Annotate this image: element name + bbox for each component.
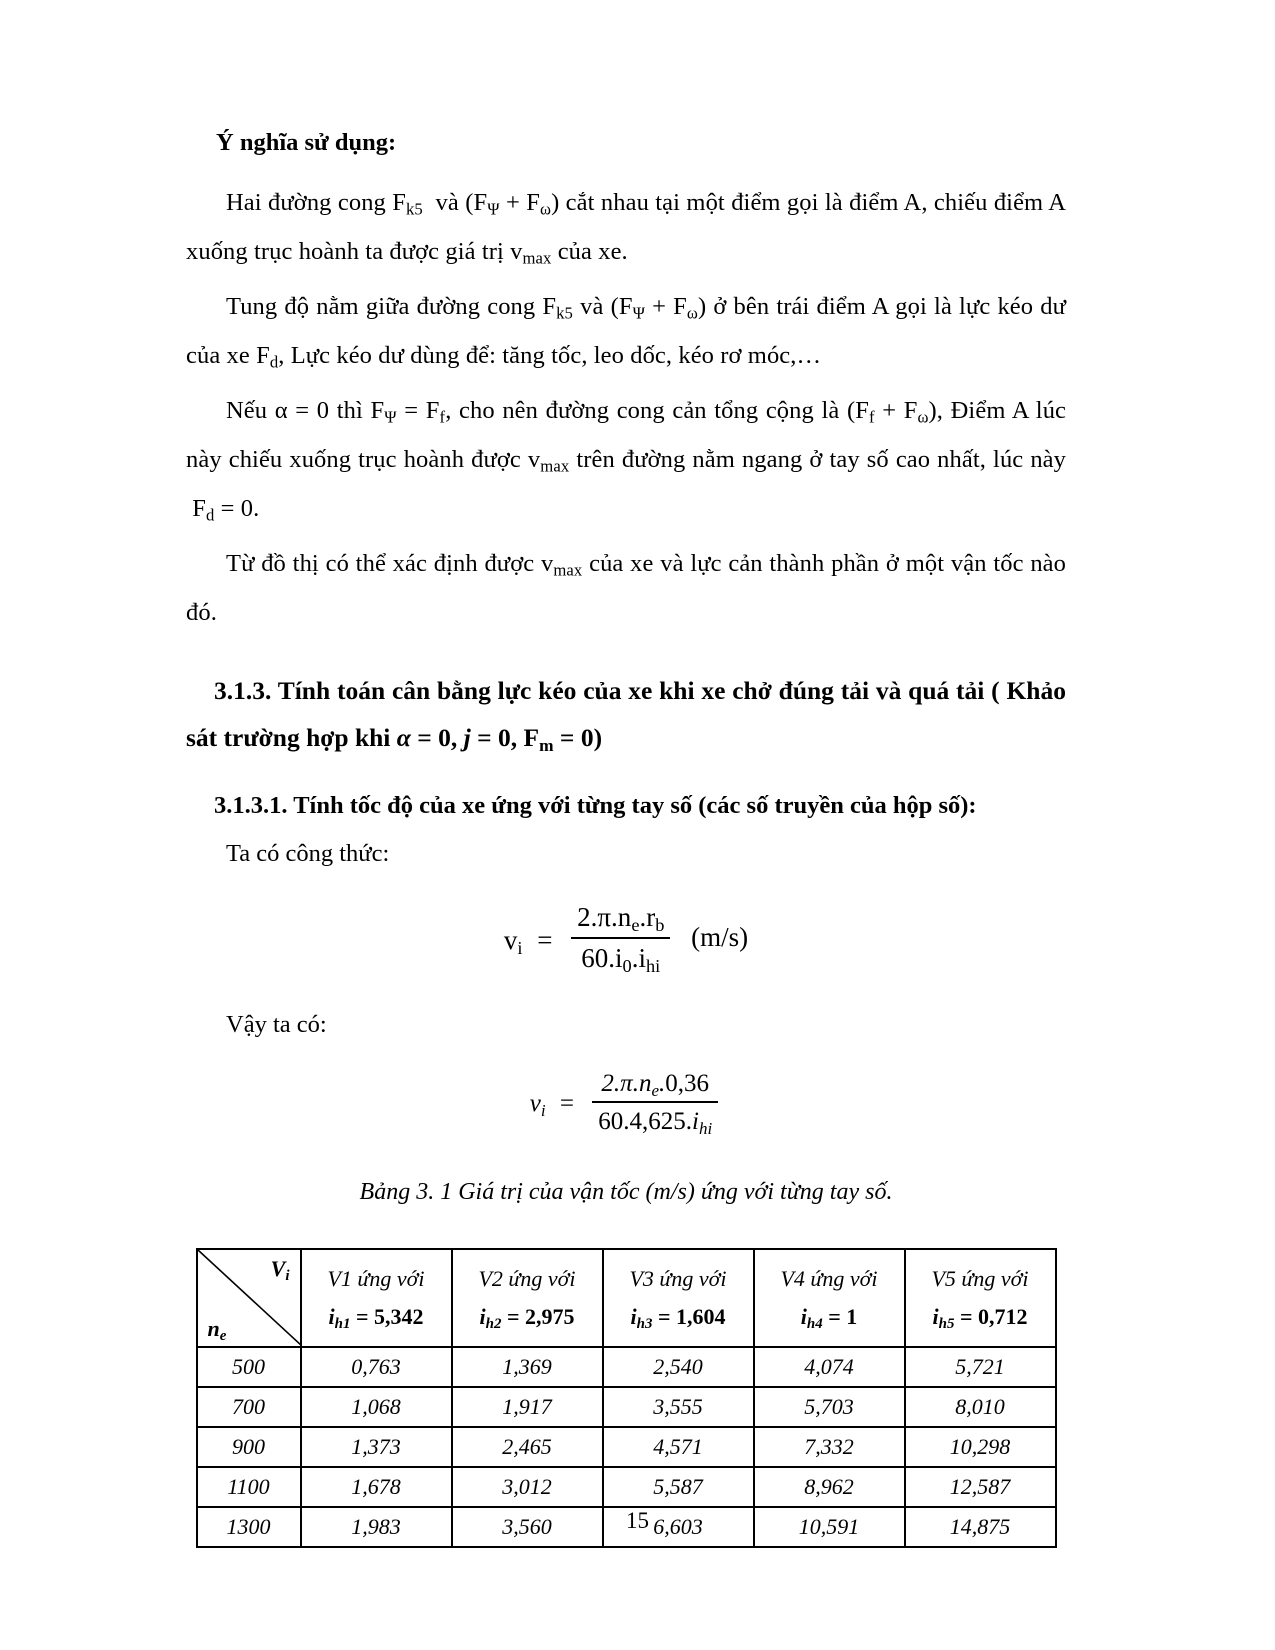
table-col-header-v3 <box>603 1249 754 1347</box>
section-number: 3.1.3. <box>214 676 272 705</box>
table-cell: 3,555 <box>603 1387 754 1427</box>
col-header-v1-ratio: $i_{h1} = 5,342$ <box>328 1304 424 1333</box>
table-col-header-v1 <box>301 1249 452 1347</box>
table-col-header-v2 <box>452 1249 603 1347</box>
table-cell: 1,068 <box>301 1387 452 1427</box>
row-header-ne: 500 <box>197 1347 301 1387</box>
table-cell: 1,369 <box>452 1347 603 1387</box>
table-cell: 5,587 <box>603 1467 754 1507</box>
formula2-equals: = <box>559 1090 574 1118</box>
table-cell: 1,373 <box>301 1427 452 1467</box>
paragraph-4: Từ đồ thị có thể xác định được $v_{max}$ của xe và lực cản thành phần ở một vận tốc nào đó. <box>186 550 1066 626</box>
table-cell: 2,540 <box>603 1347 754 1387</box>
col-header-v5-label: V5 ứng với <box>931 1266 1029 1291</box>
table-cell: 3,560 <box>452 1507 603 1547</box>
table-corner-cell <box>197 1249 301 1347</box>
row-header-ne: 700 <box>197 1387 301 1427</box>
lead-in-formula-text: Ta có công thức: <box>226 840 390 867</box>
paragraph-1: Hai đường cong $F_{k5}$ và $(F_\Psi + F_\omega)$ cắt nhau tại một điểm gọi là điểm A, chiếu điểm A xuống trục hoành ta được giá trị $v_{max}$ của xe. <box>186 189 1067 268</box>
table-cell: 12,587 <box>905 1467 1056 1507</box>
paragraph-3: Nếu α = 0 thì $F_\Psi = F_f$, cho nên đường cong cản tổng cộng là $(F_f + F_\omega)$, Điểm A lúc này chiếu xuống trục hoành được $v_{max}$ trên đường nằm ngang ở tay số cao nhất, lúc này $F_d = 0$. <box>186 397 1067 525</box>
formula-velocity-general <box>504 903 748 978</box>
section-j-symbol: j <box>463 723 471 752</box>
heading-usage: Ý nghĩa sử dụng: <box>216 129 397 156</box>
formula2-denominator: $60.4,625.i_{hi}$ <box>598 1107 713 1138</box>
page-content <box>186 120 1066 1548</box>
row-header-ne: 1100 <box>197 1467 301 1507</box>
table-col-header-v4 <box>754 1249 905 1347</box>
paragraph-2: Tung độ nằm giữa đường cong $F_{k5}$ và $(F_\Psi + F_\omega)$ ở bên trái điểm A gọi là lực kéo dư của xe $F_d$, Lực kéo dư dùng để: tăng tốc, leo dốc, kéo rơ móc,… <box>186 293 1066 372</box>
col-header-v3-ratio: $i_{h3} = 1,604$ <box>630 1304 726 1333</box>
corner-label-ne: $n_e$ <box>207 1316 227 1345</box>
formula1-unit: (m/s) <box>691 922 749 953</box>
formula1-lhs: $v_i$ <box>503 924 523 958</box>
table-cell: 10,591 <box>754 1507 905 1547</box>
formula-block-1 <box>186 903 1066 978</box>
col-header-v3-label: V3 ứng với <box>629 1266 727 1291</box>
subsection-heading-3-1-3-1 <box>186 783 1066 829</box>
table-cell: 5,721 <box>905 1347 1056 1387</box>
page-number: 15 <box>626 1508 649 1533</box>
table-cell: 3,012 <box>452 1467 603 1507</box>
section-eq1: = 0, <box>410 723 464 752</box>
table-cell: 2,465 <box>452 1427 603 1467</box>
col-header-v5-ratio: $i_{h5} = 0,712$ <box>932 1304 1028 1333</box>
formula-velocity-substituted <box>530 1070 722 1140</box>
table-cell: 7,332 <box>754 1427 905 1467</box>
corner-label-vi: $V_i$ <box>270 1256 290 1285</box>
table-head <box>197 1249 1056 1347</box>
table-row <box>197 1467 1056 1507</box>
section-eq3: = 0) <box>553 723 603 752</box>
col-header-v1-label: V1 ứng với <box>327 1266 425 1291</box>
table-cell: 8,962 <box>754 1467 905 1507</box>
formula1-numerator: $2.\pi.n_e.r_b$ <box>571 901 670 939</box>
row-header-ne: 1300 <box>197 1507 301 1547</box>
formula2-numerator: $2.\pi.n_e.0,36$ <box>592 1068 718 1103</box>
formula1-denominator: $60.i_0.i_{hi}$ <box>581 942 661 976</box>
col-header-v4-label: V4 ứng với <box>780 1266 878 1291</box>
table-cell: 1,678 <box>301 1467 452 1507</box>
table-cell: 4,074 <box>754 1347 905 1387</box>
table-cell: 6,603 <box>603 1507 754 1547</box>
table-row <box>197 1427 1056 1467</box>
table-header-row <box>197 1249 1056 1347</box>
velocity-table <box>196 1248 1057 1548</box>
formula1-fraction <box>571 901 670 976</box>
table-caption: Bảng 3. 1 Giá trị của vận tốc (m/s) ứng với từng tay số. <box>359 1179 893 1205</box>
subsection-number: 3.1.3.1. <box>214 792 288 819</box>
col-header-v2-ratio: $i_{h2} = 2,975$ <box>479 1304 575 1333</box>
subsection-title: Tính tốc độ của xe ứng với từng tay số (các số truyền của hộp số): <box>293 792 977 819</box>
section-title-line1: Tính toán cân bằng lực kéo của xe khi xe chở đúng tải và quá tải ( Khảo <box>277 676 1066 705</box>
table-cell: 5,703 <box>754 1387 905 1427</box>
formula2-lhs: $v_i$ <box>529 1090 546 1120</box>
section-m-subscript: m <box>539 735 554 755</box>
formula2-fraction <box>592 1068 718 1138</box>
table-cell: 8,010 <box>905 1387 1056 1427</box>
table-cell: 10,298 <box>905 1427 1056 1467</box>
section-eq2: = 0, F <box>470 723 540 752</box>
lead-in-result-text: Vậy ta có: <box>226 1010 327 1038</box>
table-cell: 0,763 <box>301 1347 452 1387</box>
table-row <box>197 1347 1056 1387</box>
col-header-v2-label: V2 ứng với <box>478 1266 576 1291</box>
section-alpha-symbol: α <box>396 723 411 752</box>
row-header-ne: 900 <box>197 1427 301 1467</box>
table-container <box>186 1248 1066 1548</box>
table-cell: 1,983 <box>301 1507 452 1547</box>
section-heading-3-1-3 <box>186 667 1066 761</box>
table-cell: 1,917 <box>452 1387 603 1427</box>
table-col-header-v5 <box>905 1249 1056 1347</box>
formula-block-2 <box>186 1070 1066 1140</box>
col-header-v4-ratio: $i_{h4} = 1$ <box>800 1304 858 1333</box>
table-cell: 14,875 <box>905 1507 1056 1547</box>
section-title-line2-prefix: sát trường hợp khi <box>186 723 397 752</box>
table-cell: 4,571 <box>603 1427 754 1467</box>
formula1-equals: = <box>537 924 553 955</box>
table-row <box>197 1387 1056 1427</box>
